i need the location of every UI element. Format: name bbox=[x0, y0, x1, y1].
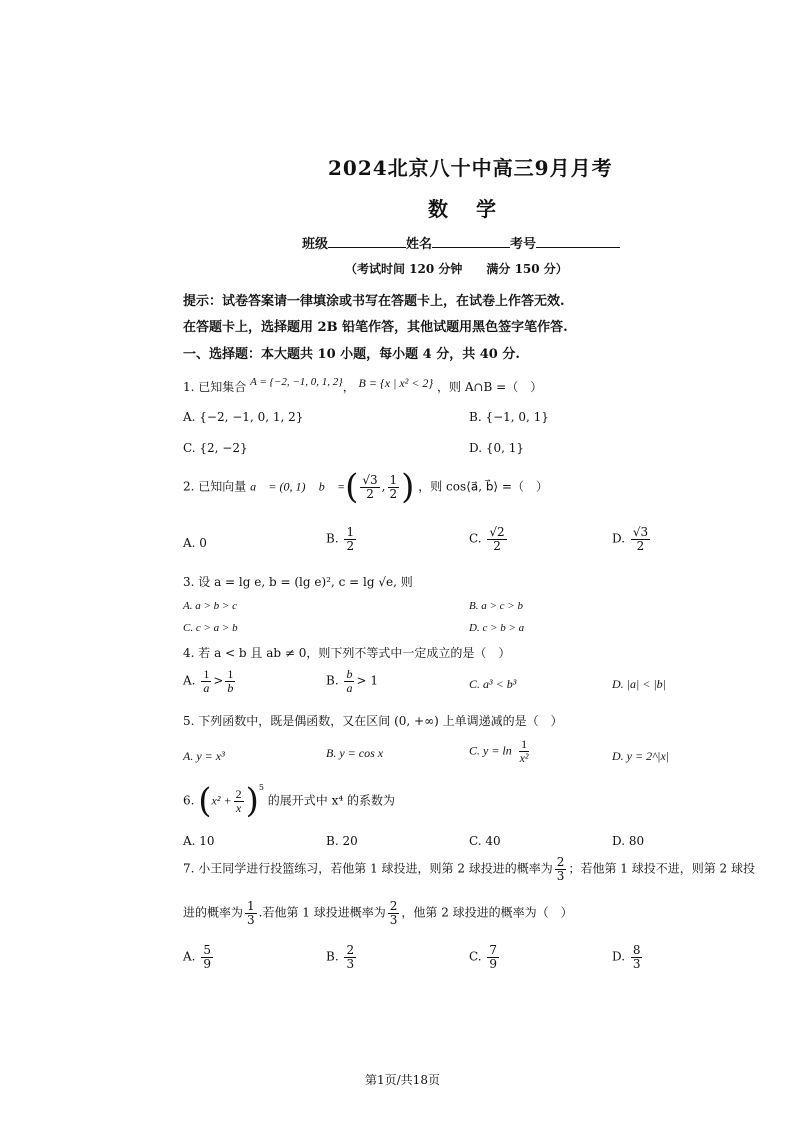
q6-option-d: D. 80 bbox=[612, 834, 645, 848]
q4-option-b: B. $\frac{b}{a}$ > 1 bbox=[326, 667, 378, 695]
q2-stem: 2. 已知向量 a⃗ = (0, 1)， b⃗ =( $\frac{√3}{2}$ , $\frac{1}{2}$ ) ，则 cos⟨a⃗, b⃗⟩ =（ ） bbox=[183, 467, 548, 507]
exam-meta: （考试时间 120 分钟 满分 150 分） bbox=[345, 262, 568, 276]
q4-option-d: D. |a| < |b| bbox=[612, 677, 666, 691]
number-label: 考号 bbox=[510, 237, 537, 252]
q6-option-c: C. 40 bbox=[469, 834, 501, 848]
section-heading: 一、选择题：本大题共 10 小题，每小题 4 分，共 40 分. bbox=[183, 347, 520, 362]
q2-frac-1-2: $\frac{1}{2}$ bbox=[389, 472, 398, 501]
q7-option-c: C. $\frac{7}{9}$ bbox=[469, 943, 498, 971]
page-number: 第1页/共18页 bbox=[365, 1073, 440, 1087]
subject-title: 数学 bbox=[428, 197, 524, 221]
q2-vector-a: a⃗ = (0, 1)， bbox=[250, 479, 315, 494]
q6-option-b: B. 20 bbox=[326, 834, 358, 848]
q5-option-a: A. y = x³ bbox=[183, 749, 225, 763]
q1-option-d: D. {0, 1} bbox=[469, 441, 524, 455]
q5-stem: 5. 下列函数中，既是偶函数，又在区间 (0, +∞) 上单调递减的是（ ） bbox=[183, 714, 563, 728]
q1-option-b: B. {−1, 0, 1} bbox=[469, 410, 549, 424]
student-info-row bbox=[302, 233, 620, 252]
notice-1: 提示：试卷答案请一律填涂或书写在答题卡上，在试卷上作答无效. bbox=[183, 294, 565, 309]
q3-option-a: A. a > b > c bbox=[183, 600, 237, 612]
name-blank bbox=[432, 235, 510, 248]
name-label: 姓名 bbox=[406, 237, 433, 252]
q3-stem: 3. 设 a = lg e, b = (lg e)², c = lg √e, 则 bbox=[183, 575, 413, 589]
q2-paren-close: ) bbox=[401, 467, 415, 507]
q5-option-d: D. y = 2^|x| bbox=[612, 749, 670, 763]
q6-stem: 6. (x² + $\frac{2}{x}$ )$^5$ 的展开式中 x⁴ 的系数为 bbox=[183, 781, 395, 821]
q1-label: 1. 已知集合 bbox=[183, 380, 247, 394]
q7-option-b: B. $\frac{2}{3}$ bbox=[326, 943, 355, 971]
q3-option-c: C. c > a > b bbox=[183, 622, 238, 634]
q1-ask: ，则 A∩B =（ ） bbox=[437, 380, 543, 394]
q2-vector-b: b⃗ = bbox=[318, 479, 346, 494]
q1-stem: 1. 已知集合 A = {−2, −1, 0, 1, 2}， B = {x | x² < 2} ，则 A∩B =（ ） bbox=[183, 376, 543, 394]
class-blank bbox=[328, 235, 406, 248]
q7-line-1: 7. 小王同学进行投篮练习，若他第 1 球投进，则第 2 球投进的概率为 $\frac{2}{3}$ ；若他第 1 球投不进，则第 2 球投 bbox=[183, 855, 755, 883]
class-label: 班级 bbox=[302, 237, 329, 252]
q1-set-b: B = {x | x² < 2} bbox=[358, 376, 434, 390]
q2-label: 2. 已知向量 bbox=[183, 479, 247, 494]
q4-option-c: C. a³ < b³ bbox=[469, 677, 517, 691]
q7-option-d: D. $\frac{8}{3}$ bbox=[612, 943, 641, 971]
q3-option-b: B. a > c > b bbox=[469, 600, 523, 612]
q5-option-b: B. y = cos x bbox=[326, 746, 384, 760]
q2-frac-sqrt3-2: $\frac{√3}{2}$ bbox=[362, 472, 378, 501]
exam-title: 2024北京八十中高三9月月考 bbox=[328, 156, 613, 180]
q4-option-a: A. $\frac{1}{a}$ > $\frac{1}{b}$ bbox=[183, 667, 234, 695]
number-blank bbox=[536, 235, 620, 248]
q2-paren-open: ( bbox=[345, 467, 359, 507]
q1-option-c: C. {2, −2} bbox=[183, 441, 248, 455]
notice-2: 在答题卡上，选择题用 2B 铅笔作答，其他试题用黑色签字笔作答. bbox=[183, 320, 568, 335]
q6-label: 6. bbox=[183, 793, 195, 808]
q3-option-d: D. c > b > a bbox=[469, 622, 525, 634]
q7-line-2: 进的概率为 $\frac{1}{3}$ .若他第 1 球投进概率为 $\frac{2}{3}$ ，他第 2 球投进的概率为（ ） bbox=[183, 899, 573, 927]
q2-option-a: A. 0 bbox=[183, 536, 207, 550]
q2-ask: ，则 cos⟨a⃗, b⃗⟩ =（ ） bbox=[418, 479, 548, 494]
q1-option-a: A. {−2, −1, 0, 1, 2} bbox=[183, 410, 304, 424]
q7-option-a: A. $\frac{5}{9}$ bbox=[183, 943, 211, 971]
q6-expr: x² + bbox=[211, 793, 232, 808]
q6-option-a: A. 10 bbox=[183, 834, 215, 848]
q6-exponent: 5 bbox=[258, 782, 264, 792]
q4-stem: 4. 若 a < b 且 ab ≠ 0，则下列不等式中一定成立的是（ ） bbox=[183, 646, 511, 660]
q6-tail: 的展开式中 x⁴ 的系数为 bbox=[267, 793, 395, 808]
q2-option-c: C. $\frac{√2}{2}$ bbox=[469, 525, 505, 553]
q5-option-c: C. y = ln $\frac{1}{\text{x²}}$ bbox=[469, 737, 529, 765]
q2-option-d: D. $\frac{√3}{2}$ bbox=[612, 525, 649, 553]
q1-set-a: A = {−2, −1, 0, 1, 2} bbox=[250, 376, 343, 388]
q2-option-b: B. $\frac{1}{2}$ bbox=[326, 525, 355, 553]
